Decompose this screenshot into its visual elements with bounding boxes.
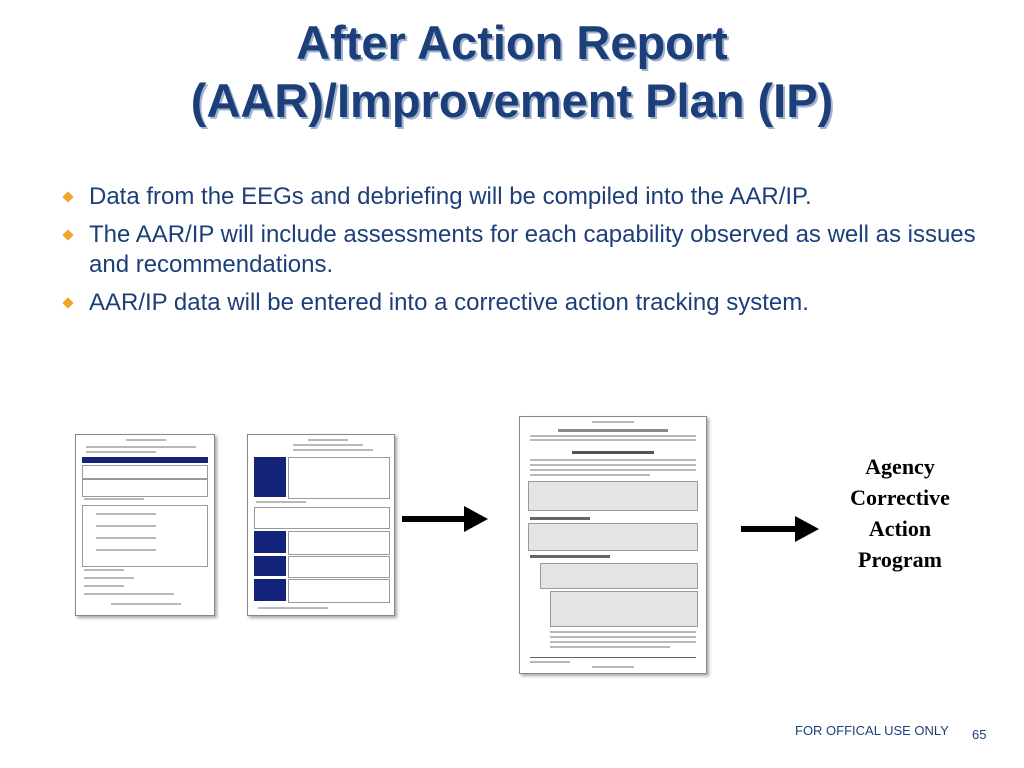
agency-corrective-action-label: Agency Corrective Action Program [850,454,950,572]
bullet-text: The AAR/IP will include assessments for each capability observed as well as issues and recommendations. [89,221,976,278]
aar-document-thumbnail [519,416,707,674]
diamond-bullet-icon [62,297,73,308]
bullet-item [62,220,982,280]
diamond-bullet-icon [62,191,73,202]
right-arrow-icon [402,503,488,535]
bullet-list [62,182,982,326]
title-line-2: (AAR)/Improvement Plan (IP) [190,74,834,127]
right-arrow-icon [741,514,819,544]
page-number: 65 [972,727,987,742]
summary-form-thumbnail [247,434,395,616]
bullet-text: AAR/IP data will be entered into a corrective action tracking system. [89,289,809,316]
bullet-item [62,288,982,318]
title-line-1: After Action Report [296,16,728,69]
diamond-bullet-icon [62,229,73,240]
slide-title [0,14,1024,130]
footer-classification: FOR OFFICAL USE ONLY [795,723,949,738]
bullet-text: Data from the EEGs and debriefing will be compiled into the AAR/IP. [89,183,812,210]
bullet-item [62,182,982,212]
eeg-form-thumbnail [75,434,215,616]
